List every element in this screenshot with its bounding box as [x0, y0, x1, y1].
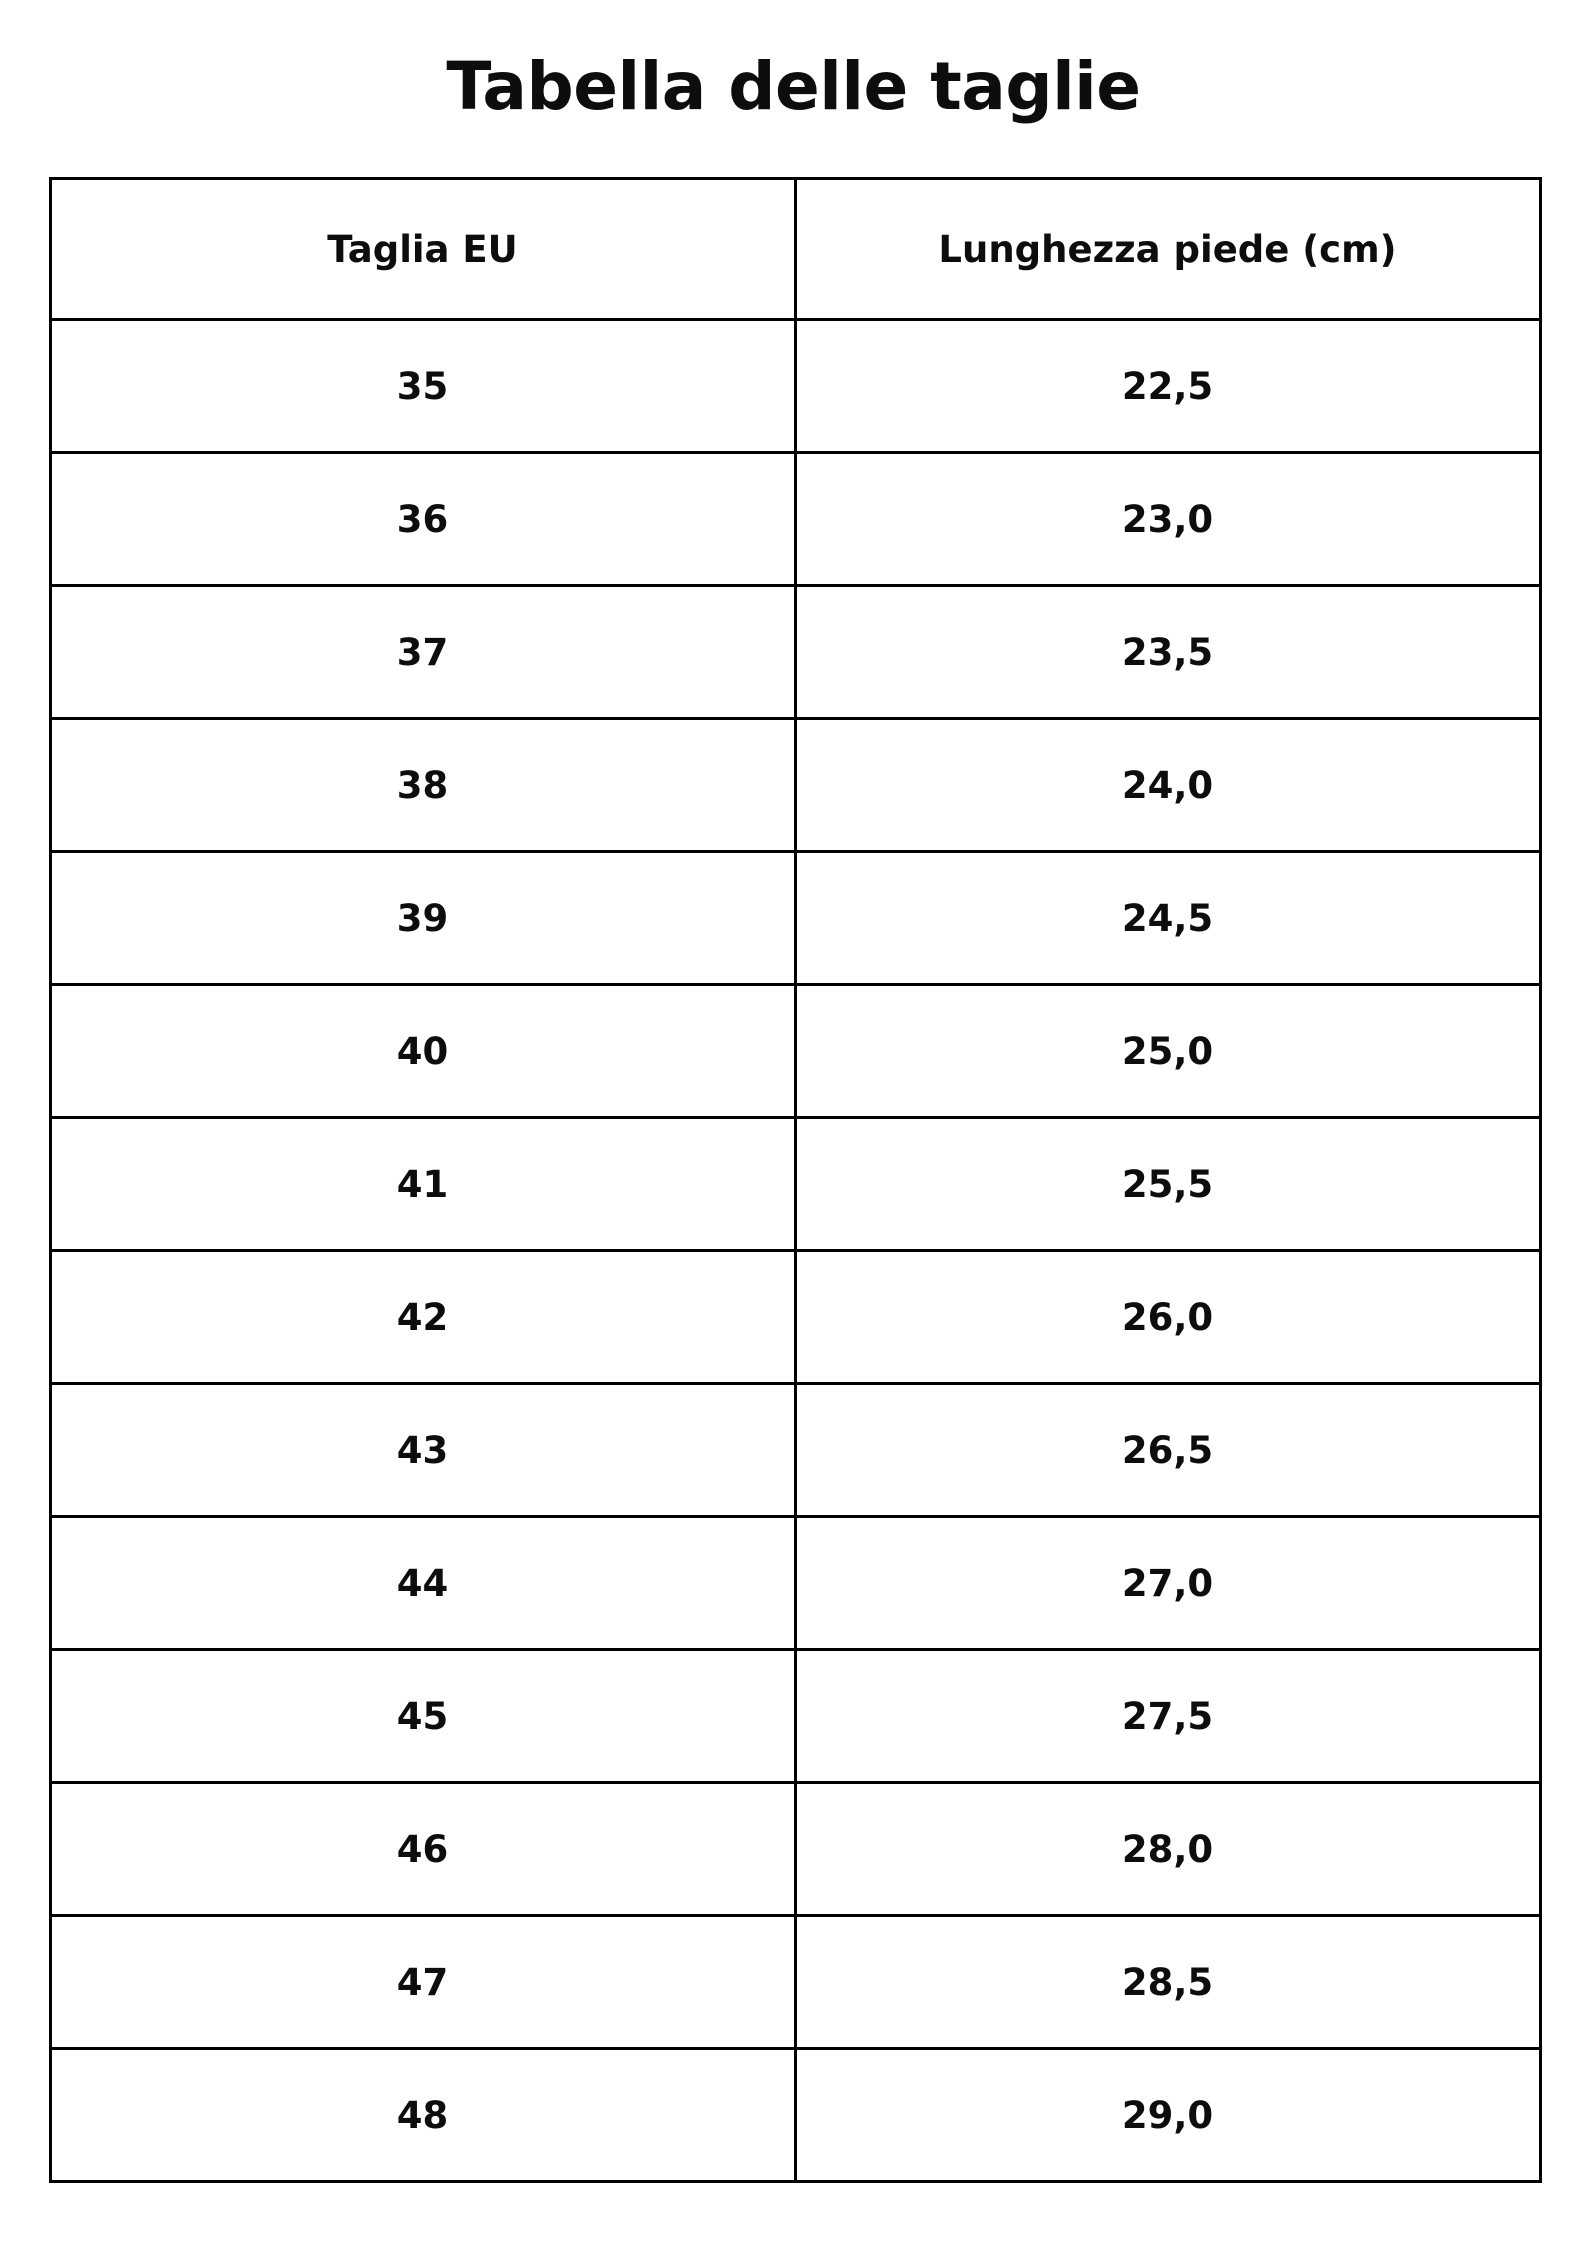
table-row — [50, 852, 1540, 985]
cell-foot-length: 23,0 — [795, 453, 1540, 586]
cell-size-eu: 46 — [50, 1783, 795, 1916]
cell-foot-length: 24,0 — [795, 719, 1540, 852]
cell-foot-length: 29,0 — [795, 2049, 1540, 2182]
table-row — [50, 1517, 1540, 1650]
table-row — [50, 1783, 1540, 1916]
column-header-taglia-eu: Taglia EU — [50, 179, 795, 320]
cell-size-eu: 47 — [50, 1916, 795, 2049]
table-row — [50, 719, 1540, 852]
cell-size-eu: 35 — [50, 320, 795, 453]
table-row — [50, 1650, 1540, 1783]
cell-size-eu: 44 — [50, 1517, 795, 1650]
size-table — [49, 177, 1542, 2183]
table-row — [50, 453, 1540, 586]
cell-size-eu: 43 — [50, 1384, 795, 1517]
table-row — [50, 1384, 1540, 1517]
cell-foot-length: 25,5 — [795, 1118, 1540, 1251]
cell-size-eu: 38 — [50, 719, 795, 852]
size-table-container — [49, 125, 1539, 2183]
column-header-lunghezza-piede: Lunghezza piede (cm) — [795, 179, 1540, 320]
cell-foot-length: 23,5 — [795, 586, 1540, 719]
cell-foot-length: 26,5 — [795, 1384, 1540, 1517]
cell-foot-length: 26,0 — [795, 1251, 1540, 1384]
table-row — [50, 2049, 1540, 2182]
table-row — [50, 1916, 1540, 2049]
table-row — [50, 1118, 1540, 1251]
cell-size-eu: 37 — [50, 586, 795, 719]
table-row — [50, 586, 1540, 719]
table-row — [50, 1251, 1540, 1384]
cell-foot-length: 28,0 — [795, 1783, 1540, 1916]
table-row — [50, 320, 1540, 453]
cell-foot-length: 24,5 — [795, 852, 1540, 985]
page-title: Tabella delle taglie — [446, 48, 1141, 125]
cell-size-eu: 41 — [50, 1118, 795, 1251]
table-body — [50, 320, 1540, 2182]
cell-size-eu: 39 — [50, 852, 795, 985]
cell-foot-length: 22,5 — [795, 320, 1540, 453]
table-row — [50, 985, 1540, 1118]
cell-size-eu: 48 — [50, 2049, 795, 2182]
cell-foot-length: 27,5 — [795, 1650, 1540, 1783]
cell-foot-length: 25,0 — [795, 985, 1540, 1118]
cell-size-eu: 42 — [50, 1251, 795, 1384]
cell-foot-length: 27,0 — [795, 1517, 1540, 1650]
cell-size-eu: 36 — [50, 453, 795, 586]
table-header — [50, 179, 1540, 320]
table-header-row — [50, 179, 1540, 320]
cell-size-eu: 45 — [50, 1650, 795, 1783]
cell-size-eu: 40 — [50, 985, 795, 1118]
cell-foot-length: 28,5 — [795, 1916, 1540, 2049]
